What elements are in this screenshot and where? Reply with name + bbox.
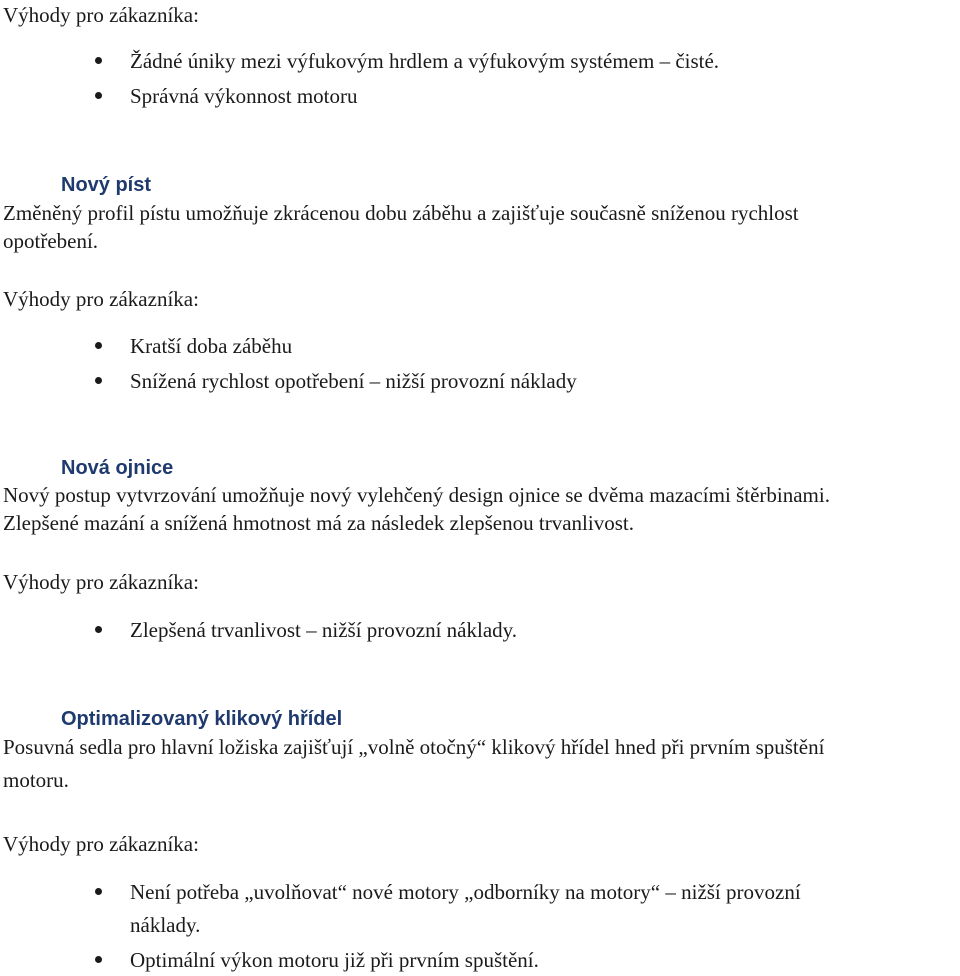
bullet-icon <box>95 57 102 64</box>
bullet-icon <box>95 956 102 963</box>
section-heading: Nový píst <box>61 174 152 196</box>
bullet-text: Kratší doba záběhu <box>130 334 293 358</box>
paragraph-line: Změněný profil pístu umožňuje zkrácenou dobu záběhu a zajišťuje současně sníženou rychlost <box>3 201 799 225</box>
bullet-icon <box>95 92 102 99</box>
bullet-text: Zlepšená trvanlivost – nižší provozní náklady. <box>130 618 518 642</box>
bullet-icon <box>95 342 102 349</box>
paragraph-line: Nový postup vytvrzování umožňuje nový vylehčený design ojnice se dvěma mazacími štěrbinami. <box>3 483 830 507</box>
bullet-text: Není potřeba „uvolňovat“ nové motory „odborníky na motory“ – nižší provozní <box>130 880 801 904</box>
paragraph-line: opotřebení. <box>3 229 99 253</box>
paragraph-line: Zlepšené mazání a snížená hmotnost má za následek zlepšenou trvanlivost. <box>3 511 634 535</box>
benefits-label: Výhody pro zákazníka: <box>3 832 199 856</box>
benefits-label: Výhody pro zákazníka: <box>3 287 199 311</box>
bullet-text: Snížená rychlost opotřebení – nižší provozní náklady <box>130 369 577 393</box>
paragraph-line: motoru. <box>3 768 69 792</box>
section-heading: Optimalizovaný klikový hřídel <box>61 708 343 730</box>
section-heading: Nová ojnice <box>61 457 174 479</box>
benefits-label: Výhody pro zákazníka: <box>3 3 199 27</box>
bullet-text: Optimální výkon motoru již při prvním spuštění. <box>130 948 539 972</box>
bullet-icon <box>95 626 102 633</box>
paragraph-line: Posuvná sedla pro hlavní ložiska zajišťují „volně otočný“ klikový hřídel hned při prvním spuštění <box>3 735 825 759</box>
bullet-icon <box>95 888 102 895</box>
bullet-text: náklady. <box>130 913 201 937</box>
bullet-icon <box>95 377 102 384</box>
bullet-text: Správná výkonnost motoru <box>130 84 358 108</box>
benefits-label: Výhody pro zákazníka: <box>3 570 199 594</box>
bullet-text: Žádné úniky mezi výfukovým hrdlem a výfukovým systémem – čisté. <box>130 49 720 73</box>
